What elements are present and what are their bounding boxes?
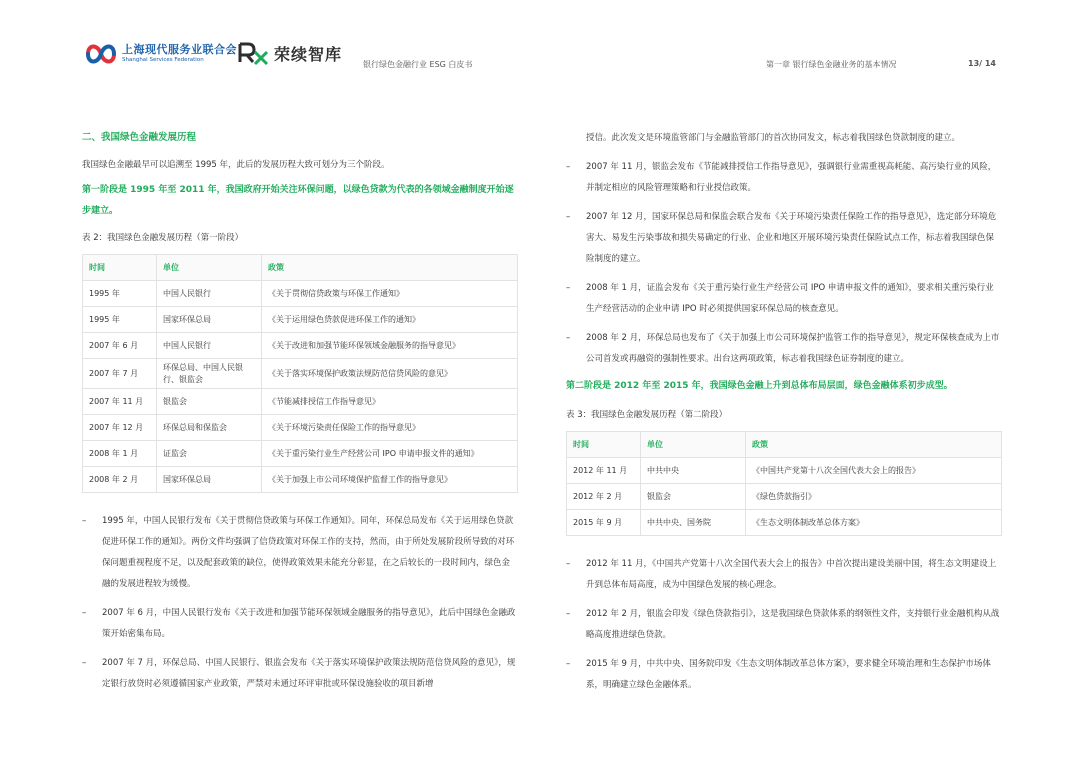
table-cell: 环保总局和保监会 bbox=[157, 415, 262, 441]
bullet-text: 2007 年 11 月，银监会发布《节能减排授信工作指导意见》，强调银行业需重视高耗能、高污染行业的风险，并制定相应的风险管理策略和行业授信政策。 bbox=[586, 162, 997, 193]
table-cell: 中国人民银行 bbox=[157, 333, 262, 359]
table-row bbox=[567, 458, 1002, 484]
table-cell: 环保总局、中国人民银行、银监会 bbox=[157, 359, 262, 389]
federation-name-cn: 上海现代服务业联合会 bbox=[122, 43, 237, 56]
bullet-dash: – bbox=[566, 333, 571, 343]
table-cell: 2007 年 6 月 bbox=[83, 333, 157, 359]
table-cell: 《中国共产党第十八次全国代表大会上的报告》 bbox=[746, 458, 1002, 484]
table-cell: 银监会 bbox=[157, 389, 262, 415]
federation-logo-text bbox=[122, 43, 237, 64]
table-cell: 银监会 bbox=[641, 484, 746, 510]
page-header bbox=[0, 0, 1080, 80]
table-cell: 《关于重污染行业生产经营公司 IPO 申请申报文件的通知》 bbox=[262, 441, 518, 467]
federation-logo-icon bbox=[84, 40, 118, 68]
table-header-policy: 政策 bbox=[262, 255, 518, 281]
bullet-text: 2007 年 7 月，环保总局、中国人民银行、银监会发布《关于落实环境保护政策法规防范信贷风险的意见》，规定银行放贷时必须遵循国家产业政策，严禁对未通过环评审批或环保设施验收的项目新增 bbox=[102, 658, 516, 689]
table-cell: 《关于运用绿色贷款促进环保工作的通知》 bbox=[262, 307, 518, 333]
table-cell: 2008 年 2 月 bbox=[83, 467, 157, 493]
bullet-dash: – bbox=[566, 609, 571, 619]
bullet-item bbox=[566, 207, 1002, 270]
table2-caption: 表 2：我国绿色金融发展历程（第一阶段） bbox=[82, 233, 244, 243]
bullet-dash: – bbox=[82, 608, 87, 618]
table-cell: 证监会 bbox=[157, 441, 262, 467]
bullet-dash: – bbox=[82, 516, 87, 526]
bullet-dash: – bbox=[566, 559, 571, 569]
phase1-heading: 第一阶段是 1995 年至 2011 年，我国政府开始关注环保问题，以绿色贷款为代表的各领域金融制度开始逐步建立。 bbox=[82, 185, 514, 216]
phase2-heading: 第二阶段是 2012 年至 2015 年，我国绿色金融上升到总体布局层面，绿色金融体系初步成型。 bbox=[566, 381, 953, 391]
table-row bbox=[567, 510, 1002, 536]
table-cell: 《关于环境污染责任保险工作的指导意见》 bbox=[262, 415, 518, 441]
bullet-dash: – bbox=[566, 659, 571, 669]
table-row bbox=[83, 389, 518, 415]
think-tank-name: 荣续智库 bbox=[274, 45, 343, 64]
table-cell: 2015 年 9 月 bbox=[567, 510, 641, 536]
bullet-dash: – bbox=[566, 283, 571, 293]
table-cell: 2008 年 1 月 bbox=[83, 441, 157, 467]
table-cell: 2012 年 11 月 bbox=[567, 458, 641, 484]
table-cell: 《关于加强上市公司环境保护监督工作的指导意见》 bbox=[262, 467, 518, 493]
table-cell: 中共中央、国务院 bbox=[641, 510, 746, 536]
bullet-item bbox=[566, 157, 1002, 199]
table2 bbox=[82, 254, 518, 493]
table-cell: 国家环保总局 bbox=[157, 467, 262, 493]
document-title: 银行绿色金融行业 ESG 白皮书 bbox=[363, 60, 473, 69]
bullet-dash: – bbox=[566, 212, 571, 222]
table3-caption: 表 3：我国绿色金融发展历程（第二阶段） bbox=[566, 410, 728, 420]
rx-logo-icon bbox=[238, 40, 270, 66]
table3 bbox=[566, 431, 1002, 536]
table-header-row bbox=[83, 255, 518, 281]
table-header-time: 时间 bbox=[567, 432, 641, 458]
table-row bbox=[83, 415, 518, 441]
table-header-row bbox=[567, 432, 1002, 458]
table-row bbox=[83, 281, 518, 307]
left-column bbox=[82, 128, 518, 695]
table-cell: 《关于贯彻信贷政策与环保工作通知》 bbox=[262, 281, 518, 307]
bullet-item bbox=[566, 554, 1002, 596]
table-cell: 国家环保总局 bbox=[157, 307, 262, 333]
table-row bbox=[567, 484, 1002, 510]
continuation-text: 授信。此次发文是环境监管部门与金融监管部门的首次协同发文，标志着我国绿色贷款制度的建立。 bbox=[586, 133, 961, 143]
bullet-text: 2008 年 2 月，环保总局也发布了《关于加强上市公司环境保护监管工作的指导意见》，规定环保核查成为上市公司首发或再融资的强制性要求。出台这两项政策，标志着我国绿色证券制度的建立。 bbox=[586, 333, 1000, 364]
intro-paragraph: 我国绿色金融最早可以追溯至 1995 年，此后的发展历程大致可划分为三个阶段。 bbox=[82, 160, 390, 170]
federation-name-en: Shanghai Services Federation bbox=[122, 57, 204, 63]
bullet-text: 2012 年 2 月，银监会印发《绿色贷款指引》，这是我国绿色贷款体系的纲领性文件，支持银行业金融机构从战略高度推进绿色贷款。 bbox=[586, 609, 1000, 640]
bullet-item bbox=[82, 511, 518, 595]
table-cell: 《绿色贷款指引》 bbox=[746, 484, 1002, 510]
bullet-dash: – bbox=[566, 162, 571, 172]
table-cell: 2007 年 11 月 bbox=[83, 389, 157, 415]
table-header-unit: 单位 bbox=[157, 255, 262, 281]
table-cell: 1995 年 bbox=[83, 307, 157, 333]
table-cell: 2007 年 7 月 bbox=[83, 359, 157, 389]
bullet-text: 2015 年 9 月，中共中央、国务院印发《生态文明体制改革总体方案》，要求健全环境治理和生态保护市场体系，明确建立绿色金融体系。 bbox=[586, 659, 991, 690]
table-cell: 中共中央 bbox=[641, 458, 746, 484]
table-row bbox=[83, 359, 518, 389]
bullet-text: 2008 年 1 月，证监会发布《关于重污染行业生产经营公司 IPO 申请申报文件的通知》，要求相关重污染行业生产经营活动的企业申请 IPO 时必须提供国家环保总局的核查意见。 bbox=[586, 283, 994, 314]
bullet-text: 2012 年 11 月，《中国共产党第十八次全国代表大会上的报告》中首次提出建设美丽中国，将生态文明建设上升到总体布局高度，成为中国绿色发展的核心理念。 bbox=[586, 559, 997, 590]
chapter-title: 第一章 银行绿色金融业务的基本情况 bbox=[766, 60, 897, 69]
bullet-item bbox=[566, 278, 1002, 320]
table-header-unit: 单位 bbox=[641, 432, 746, 458]
bullet-item bbox=[566, 328, 1002, 370]
table-cell: 《生态文明体制改革总体方案》 bbox=[746, 510, 1002, 536]
table-cell: 2007 年 12 月 bbox=[83, 415, 157, 441]
table-cell: 1995 年 bbox=[83, 281, 157, 307]
table-cell: 《节能减排授信工作指导意见》 bbox=[262, 389, 518, 415]
table-row bbox=[83, 333, 518, 359]
bullet-text: 2007 年 6 月，中国人民银行发布《关于改进和加强节能环保领域金融服务的指导意见》，此后中国绿色金融政策开始密集布局。 bbox=[102, 608, 516, 639]
table-cell: 2012 年 2 月 bbox=[567, 484, 641, 510]
bullet-item bbox=[566, 604, 1002, 646]
table-cell: 《关于落实环境保护政策法规防范信贷风险的意见》 bbox=[262, 359, 518, 389]
table-row bbox=[83, 441, 518, 467]
bullet-item bbox=[82, 653, 518, 695]
table-header-time: 时间 bbox=[83, 255, 157, 281]
bullet-item bbox=[82, 603, 518, 645]
page-number: 13/ 14 bbox=[968, 59, 996, 68]
table-row bbox=[83, 467, 518, 493]
table-cell: 《关于改进和加强节能环保领域金融服务的指导意见》 bbox=[262, 333, 518, 359]
bullet-text: 2007 年 12 月，国家环保总局和保监会联合发布《关于环境污染责任保险工作的指导意见》，选定部分环境危害大、易发生污染事故和损失易确定的行业、企业和地区开展环境污染责任保险试点工作，标志着我国绿色保险制度的建立。 bbox=[586, 212, 997, 264]
bullet-item bbox=[566, 654, 1002, 696]
right-column bbox=[566, 128, 1002, 696]
table-cell: 中国人民银行 bbox=[157, 281, 262, 307]
section-title: 二、我国绿色金融发展历程 bbox=[82, 132, 197, 143]
table-header-policy: 政策 bbox=[746, 432, 1002, 458]
bullet-text: 1995 年，中国人民银行发布《关于贯彻信贷政策与环保工作通知》。同年，环保总局发布《关于运用绿色贷款促进环保工作的通知》。两份文件均强调了信贷政策对环保工作的支持，然而，由于所处发展阶段所导致的对环保问题重视程度不足，以及配套政策的缺位，使得政策效果未能充分彰显，在之后较长的一段时间内，绿色金融的发展进程较为缓慢。 bbox=[102, 516, 515, 589]
bullet-dash: – bbox=[82, 658, 87, 668]
table-row bbox=[83, 307, 518, 333]
